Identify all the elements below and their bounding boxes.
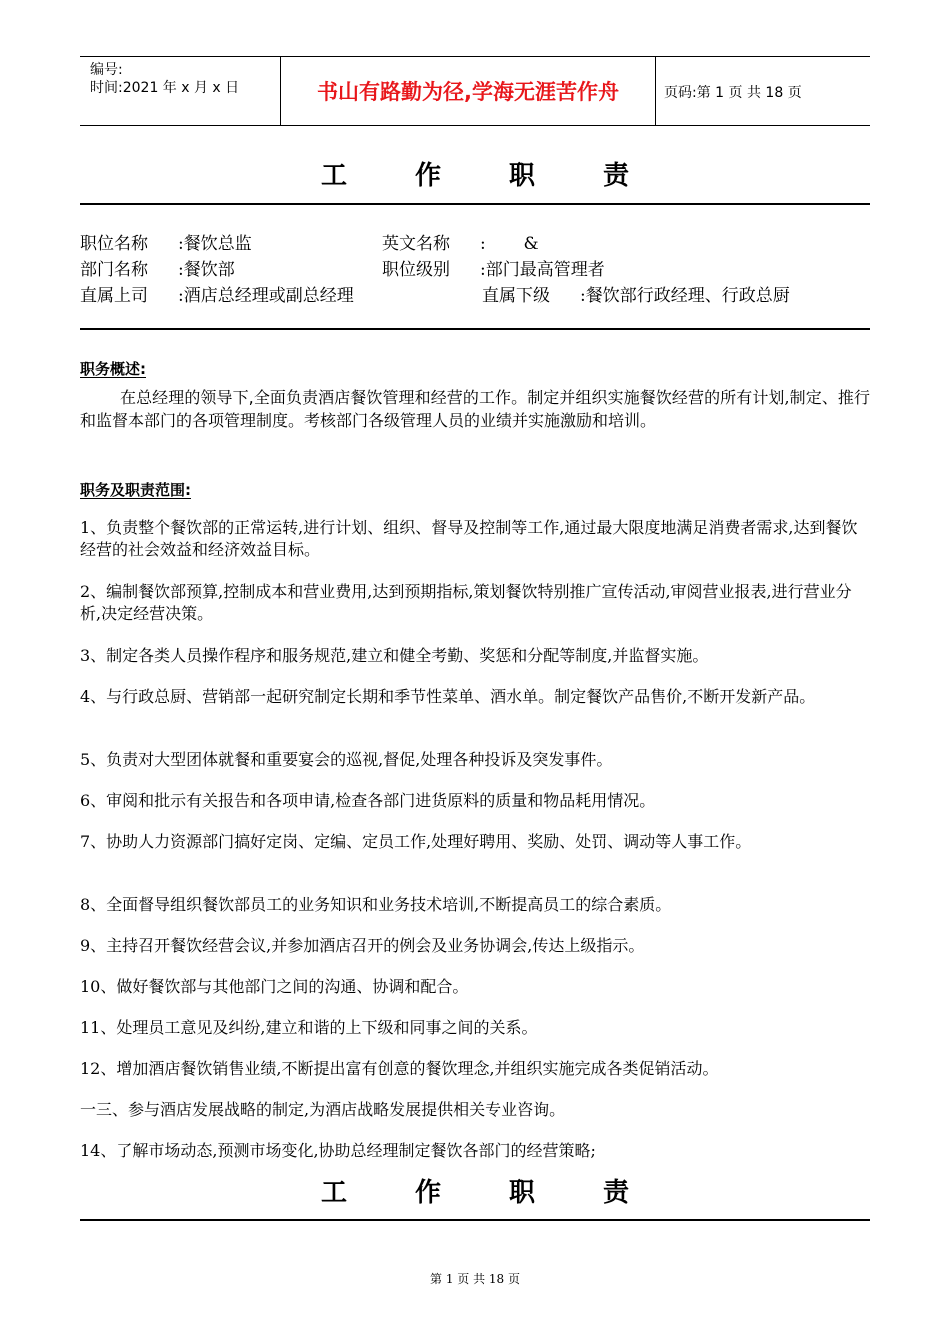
document-time-label: 时间:2021 年 x 月 x 日 (90, 80, 240, 96)
superior-label: 直属上司 (80, 286, 148, 306)
header-page-label: 页码:第 1 页 共 18 页 (664, 85, 802, 101)
position-name-label: 职位名称 (80, 234, 148, 254)
subordinate-label: 直属下级 (482, 286, 550, 306)
page-title: 工作职责 (320, 161, 697, 191)
info-divider (80, 328, 870, 330)
level-value: :部门最高管理者 (480, 260, 605, 280)
title-divider (80, 203, 870, 205)
page-title-repeat: 工作职责 (320, 1178, 697, 1208)
duty-item: 一三、参与酒店发展战略的制定,为酒店战略发展提供相关专业咨询。 (80, 1100, 566, 1119)
position-name-value: :餐饮总监 (178, 234, 252, 254)
duty-item: 12、增加酒店餐饮销售业绩,不断提出富有创意的餐饮理念,并组织实施完成各类促销活动。 (80, 1059, 719, 1078)
header-divider-left (280, 57, 281, 125)
duty-item: 9、主持召开餐饮经营会议,并参加酒店召开的例会及业务协调会,传达上级指示。 (80, 936, 645, 955)
header-motto: 书山有路勤为径,学海无涯苦作舟 (317, 80, 619, 104)
duty-item: 5、负责对大型团体就餐和重要宴会的巡视,督促,处理各种投诉及突发事件。 (80, 750, 613, 769)
summary-lead: 在总经理的领导下,全面负责酒店餐饮管理和经营的工作。 (120, 388, 528, 407)
duty-item: 7、协助人力资源部门搞好定岗、定编、定员工作,处理好聘用、奖励、处罚、调动等人事工作。 (80, 832, 752, 851)
page-footer: 第 1 页 共 18 页 (430, 1272, 520, 1286)
english-name-label: 英文名称 (382, 234, 450, 254)
subordinate-value: :餐饮部行政经理、行政总厨 (580, 286, 790, 306)
duty-item: 2、编制餐饮部预算,控制成本和营业费用,达到预期指标,策划餐饮特别推广宣传活动,审阅营业报表,进行营业分析,决定经营决策。 (80, 582, 852, 623)
department-value: :餐饮部 (178, 260, 235, 280)
summary-paragraph (80, 386, 870, 432)
duty-item: 6、审阅和批示有关报告和各项申请,检查各部门进货原料的质量和物品耗用情况。 (80, 791, 656, 810)
summary-heading: 职务概述: (80, 360, 146, 378)
document-number-label: 编号: (90, 62, 123, 78)
summary-rest: 制定并组织实施餐饮经营的所有计划,制定、推行和监督本部门的各项管理制度。考核部门各级管理人员的业绩并实施激励和培训。 (80, 388, 870, 430)
department-label: 部门名称 (80, 260, 148, 280)
duty-item: 8、全面督导组织餐饮部员工的业务知识和业务技术培训,不断提高员工的综合素质。 (80, 895, 672, 914)
duty-item: 14、了解市场动态,预测市场变化,协助总经理制定餐饮各部门的经营策略; (80, 1141, 596, 1160)
superior-value: :酒店总经理或副总经理 (178, 286, 354, 306)
duty-item: 1、负责整个餐饮部的正常运转,进行计划、组织、督导及控制等工作,通过最大限度地满足消费者需求,达到餐饮经营的社会效益和经济效益目标。 (80, 518, 858, 559)
english-name-value: : & (480, 234, 539, 254)
header-divider-right (655, 57, 656, 125)
duty-item: 11、处理员工意见及纠纷,建立和谐的上下级和同事之间的关系。 (80, 1018, 538, 1037)
duty-item: 4、与行政总厨、营销部一起研究制定长期和季节性菜单、酒水单。制定餐饮产品售价,不断开发新产品。 (80, 687, 816, 706)
duty-item: 3、制定各类人员操作程序和服务规范,建立和健全考勤、奖惩和分配等制度,并监督实施。 (80, 646, 709, 665)
level-label: 职位级别 (382, 260, 450, 280)
duties-heading: 职务及职责范围: (80, 481, 191, 499)
header-meta (90, 61, 239, 97)
document-header (80, 56, 870, 126)
title-divider-repeat (80, 1219, 870, 1221)
duty-item: 10、做好餐饮部与其他部门之间的沟通、协调和配合。 (80, 977, 469, 996)
